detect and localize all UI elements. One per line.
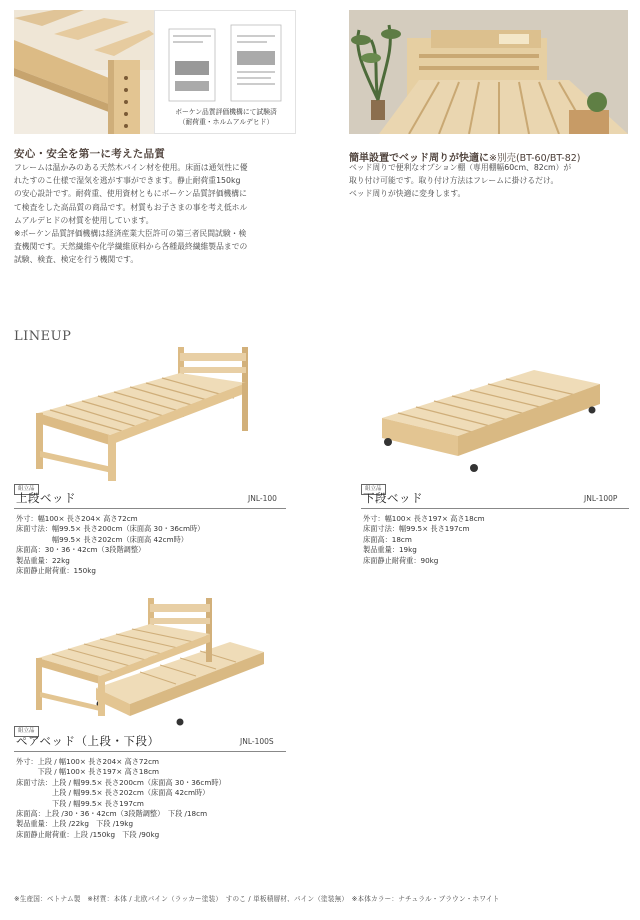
quality-body-line: 査機関です。天然繊維や化学繊維原料から各種最終繊維製品までの <box>14 242 248 252</box>
pair-bed-code: JNL-100S <box>240 737 274 746</box>
lower-bed-name: 下段ベッド <box>363 491 423 505</box>
lower-bed-divider <box>361 508 629 509</box>
lower-bed-illustration <box>378 366 604 478</box>
pair-bed-specs: 外寸：上段 / 幅100× 長さ204× 高さ72cm 下段 / 幅100× 長さ197× 高さ18cm 床面寸法：上段 / 幅99.5× 長さ200cm（床面高 30・36cm時） 上段 / 幅99.5× 長さ202cm（床面高 42cm時） 下段 / 幅99.5× 長さ197cm 床面高：上段 /30・36・42cm（3段階調整） 下段 /18cm 製品重量：上段 /22kg 下段 /19kg 床面静止耐荷重：上段 /150kg 下段 /90kg <box>16 757 226 839</box>
bed-corner-photo <box>14 10 154 134</box>
shelf-body-line: 取り付け可能です。取り付け方法はフレームに掛けるだけ。 <box>349 176 559 186</box>
pair-bed-name: ペアベッド（上段・下段） <box>16 734 160 748</box>
certificate-photo <box>154 10 296 134</box>
shelf-section-body <box>349 161 629 201</box>
quality-body-line: て検査をした高品質の商品です。材質もお子さまの事を考え低ホル <box>14 202 248 212</box>
footer-note: ※生産国：ベトナム製 ※材質：本体 / 北欧パイン（ラッカー塗装） すのこ / 単板積層材、パイン（塗装無） ※本体カラー：ナチュラル・ブラウン・ホワイト <box>14 895 500 903</box>
lower-bed-specs: 外寸：幅100× 長さ197× 高さ18cm 床面寸法：幅99.5× 長さ197cm 床面高：18cm 製品重量：19kg 床面静止耐荷重：90kg <box>363 514 485 565</box>
upper-bed-illustration <box>30 343 260 483</box>
lower-bed-code: JNL-100P <box>584 494 618 503</box>
quality-section-body <box>14 161 314 267</box>
quality-body-line: ムアルデヒドの材質を使用しています。 <box>14 215 154 225</box>
bed-corner-illustration <box>14 10 154 134</box>
upper-bed-specs: 外寸：幅100× 長さ204× 高さ72cm 床面寸法：幅99.5× 長さ200cm（床面高 30・36cm時） 幅99.5× 長さ202cm（床面高 42cm時） 床面高：30・36・42cm（3段階調整） 製品重量：22kg 床面静止耐荷重：150kg <box>16 514 205 576</box>
bed-headboard-photo <box>349 10 628 134</box>
quality-body-line: 試験、検査、検定を行う機関です。 <box>14 255 139 265</box>
lineup-heading: LINEUP <box>14 329 72 344</box>
assembly-badge: 組立品 <box>361 484 386 495</box>
quality-section-title: 安心・安全を第一に考えた品質 <box>14 148 166 160</box>
shelf-body-line: ベッド周りで便利なオプション棚（専用棚幅60cm、82cm）が <box>349 163 572 172</box>
quality-body-line: フレームは温かみのある天然木パイン材を使用。床面は通気性に優 <box>14 163 248 172</box>
pair-bed-divider <box>14 751 286 752</box>
assembly-badge: 組立品 <box>14 484 39 495</box>
quality-body-line: ※ボーケン品質評価機構は経済産業大臣許可の第三者民間試験・検 <box>14 229 247 239</box>
bed-headboard-with-shelf-illustration <box>349 10 628 134</box>
quality-body-line: の安心設計です。耐荷重、使用資材ともにボーケン品質評価機構に <box>14 189 247 199</box>
certificate-caption-line-2: （耐荷重・ホルムアルデヒド） <box>178 118 274 126</box>
pair-bed-illustration <box>30 596 270 728</box>
upper-bed-name: 上段ベッド <box>16 491 76 505</box>
upper-bed-code: JNL-100 <box>248 494 277 503</box>
upper-bed-divider <box>14 508 286 509</box>
shelf-body-line: ベッド周りが快適に変身します。 <box>349 189 466 199</box>
certificate-caption-line-1: ボーケン品質評価機構にて試験済 <box>175 108 277 116</box>
quality-body-line: れたすのこ仕様で湿気を逃がす事ができます。静止耐荷重150kg <box>14 176 241 186</box>
shelf-section-title: 簡単設置でベッド周りが快適に <box>349 153 489 164</box>
shelf-option-note: ※別売(BT-60/BT-82) <box>489 153 581 164</box>
assembly-badge: 組立品 <box>14 726 39 737</box>
